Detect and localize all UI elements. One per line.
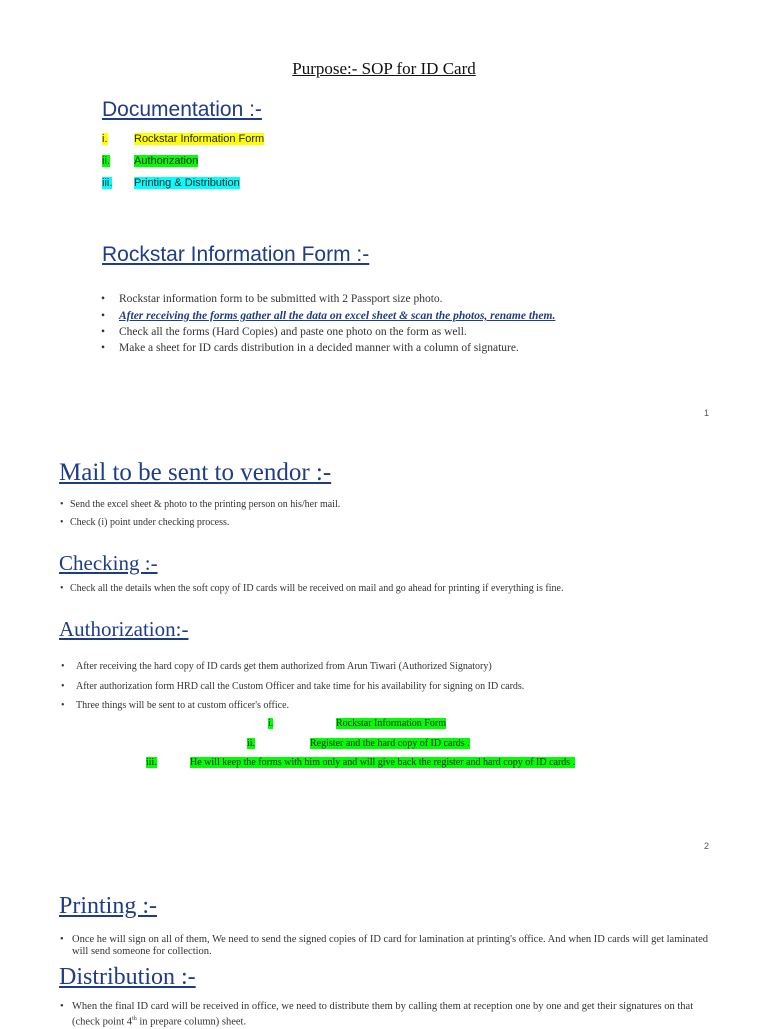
distribution-text-start: When the final ID card will be received in office, we need to distribute them by calling them at reception one by one and get their signatures on that (check point 4	[72, 1001, 694, 1028]
authorization-heading: Authorization:-	[59, 617, 189, 641]
item-number: ii.	[102, 155, 110, 167]
bullet-icon: •	[60, 934, 64, 945]
bullet-text: Three things will be sent to at custom officer's office.	[76, 700, 290, 711]
item-number: i.	[102, 133, 108, 145]
bullet-icon: •	[101, 342, 106, 354]
item-number: ii.	[247, 738, 256, 749]
bullet-icon: •	[60, 499, 64, 510]
bullet-text: After authorization form HRD call the Custom Officer and take time for his availability for signing on ID cards.	[76, 681, 525, 692]
item-label: Rockstar Information Form	[134, 133, 265, 145]
distribution-heading: Distribution :-	[59, 964, 196, 990]
bullet-icon: •	[60, 583, 64, 594]
bullet-text: Check all the details when the soft copy of ID cards will be received on mail and go ahead for printing if everything is fine.	[70, 583, 564, 594]
item-label: Register and the hard copy of ID cards .	[310, 738, 470, 749]
item-number: i.	[268, 718, 274, 729]
bullet-text: Once he will sign on all of them, We need to send the signed copies of ID card for lamination at printing's office. And when ID cards will get laminated will send someone for collection.	[72, 934, 709, 957]
distribution-text-end: in prepare column) sheet.	[136, 1016, 247, 1028]
bullet-icon: •	[60, 517, 64, 528]
item-label: He will keep the forms with him only and will give back the register and hard copy of ID cards .	[190, 757, 576, 768]
superscript: th	[132, 1016, 137, 1022]
item-label: Printing & Distribution	[134, 177, 240, 189]
bullet-text: After receiving the forms gather all the data on excel sheet & scan the photos, rename them.	[119, 310, 556, 322]
bullet-icon: •	[101, 326, 106, 338]
bullet-text: Check all the forms (Hard Copies) and paste one photo on the form as well.	[119, 326, 467, 338]
bullet-text: Make a sheet for ID cards distribution in a decided manner with a column of signature.	[119, 342, 519, 354]
form-heading: Rockstar Information Form :-	[102, 243, 370, 266]
item-number: iii.	[146, 757, 157, 768]
bullet-icon: •	[61, 661, 65, 672]
bullet-icon: •	[60, 1001, 64, 1012]
bullet-text: Check (i) point under checking process.	[70, 517, 230, 528]
item-label: Authorization	[134, 155, 199, 167]
bullet-icon: •	[61, 681, 65, 692]
checking-heading: Checking :-	[59, 551, 158, 575]
bullet-icon: •	[61, 700, 65, 711]
bullet-text	[72, 1001, 712, 1029]
page-number: 1	[704, 408, 710, 418]
item-label: Rockstar Information Form	[336, 718, 446, 729]
bullet-icon: •	[101, 310, 106, 322]
printing-heading: Printing :-	[59, 893, 158, 919]
bullet-icon: •	[101, 293, 106, 305]
mail-heading: Mail to be sent to vendor :-	[59, 459, 332, 486]
bullet-text: Rockstar information form to be submitted with 2 Passport size photo.	[119, 293, 443, 305]
bullet-text: After receiving the hard copy of ID cards get them authorized from Arun Tiwari (Authorized Signatory)	[76, 661, 492, 672]
bullet-text: Send the excel sheet & photo to the printing person on his/her mail.	[70, 499, 341, 510]
item-number: iii.	[102, 177, 113, 189]
page-number: 2	[704, 841, 710, 851]
page-title: Purpose:- SOP for ID Card	[292, 59, 476, 78]
documentation-heading: Documentation :-	[102, 98, 262, 121]
